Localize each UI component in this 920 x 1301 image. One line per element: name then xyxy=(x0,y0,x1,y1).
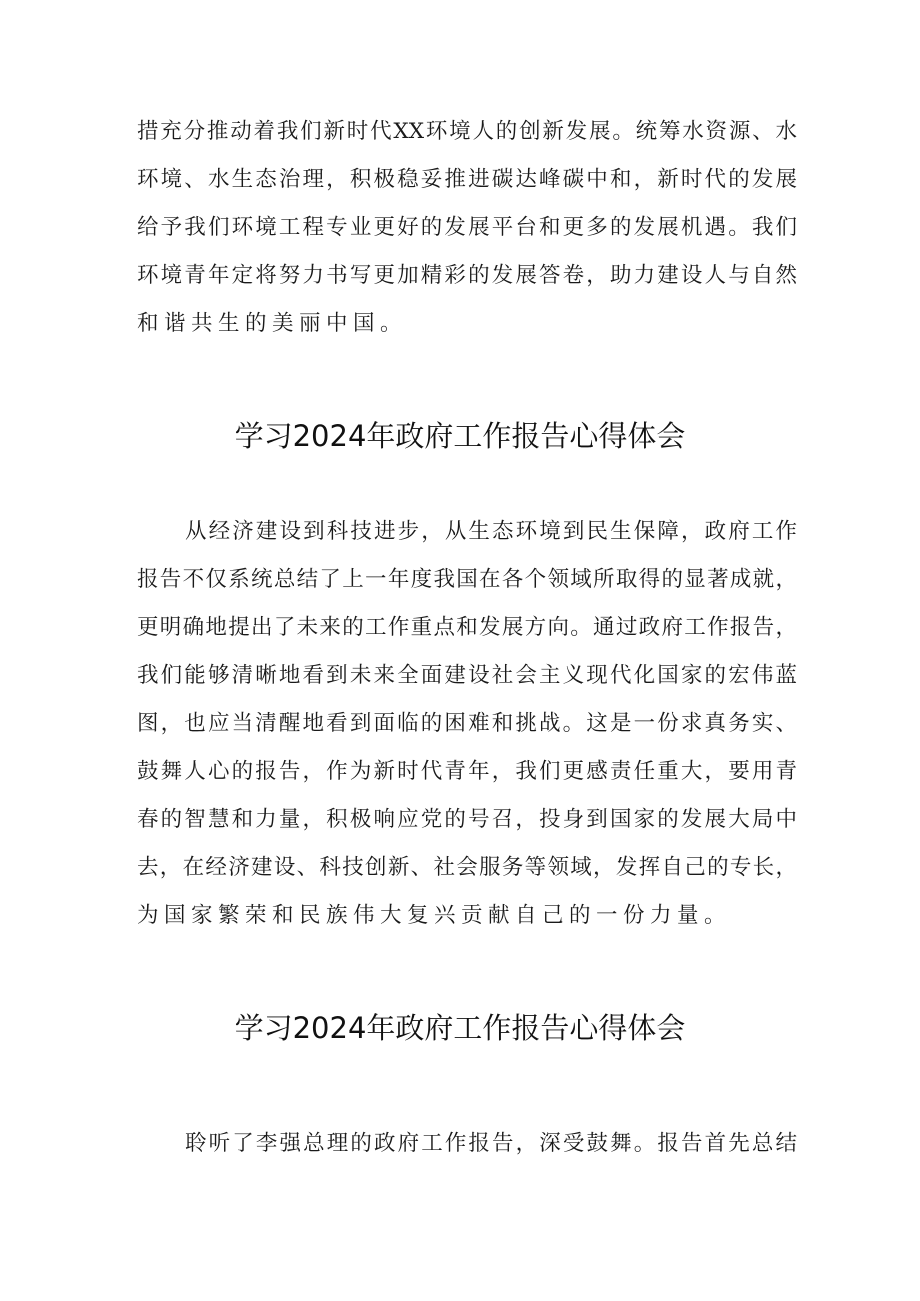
paragraph-line: 环境青年定将努力书写更加精彩的发展答卷，助力建设人与自然 xyxy=(137,263,797,288)
paragraph-line: 为国家繁荣和民族伟大复兴贡献自己的一份力量。 xyxy=(137,903,732,928)
paragraph-line: 我们能够清晰地看到未来全面建设社会主义现代化国家的宏伟蓝 xyxy=(137,663,797,688)
section-title: 学习2024年政府工作报告心得体会 xyxy=(234,1011,686,1045)
paragraph-line: 环境、水生态治理，积极稳妥推进碳达峰碳中和，新时代的发展 xyxy=(137,167,797,192)
paragraph-line: 鼓舞人心的报告，作为新时代青年，我们更感责任重大，要用青 xyxy=(137,759,797,784)
paragraph-line: 和谐共生的美丽中国。 xyxy=(137,311,408,336)
paragraph-line: 春的智慧和力量，积极响应党的号召，投身到国家的发展大局中 xyxy=(137,807,797,832)
paragraph-line: 更明确地提出了未来的工作重点和发展方向。通过政府工作报告， xyxy=(137,615,797,640)
paragraph-line: 图，也应当清醒地看到面临的困难和挑战。这是一份求真务实、 xyxy=(137,711,797,736)
paragraph-line: 聆听了李强总理的政府工作报告，深受鼓舞。报告首先总结 xyxy=(185,1131,797,1156)
section-title: 学习2024年政府工作报告心得体会 xyxy=(234,419,686,453)
paragraph-line: 报告不仅系统总结了上一年度我国在各个领域所取得的显著成就， xyxy=(137,567,797,592)
paragraph-line: 措充分推动着我们新时代XX环境人的创新发展。统筹水资源、水 xyxy=(137,119,797,144)
paragraph-line: 去，在经济建设、科技创新、社会服务等领域，发挥自己的专长， xyxy=(137,855,797,880)
paragraph-line: 给予我们环境工程专业更好的发展平台和更多的发展机遇。我们 xyxy=(137,215,797,240)
paragraph-line: 从经济建设到科技进步，从生态环境到民生保障，政府工作 xyxy=(185,519,797,544)
